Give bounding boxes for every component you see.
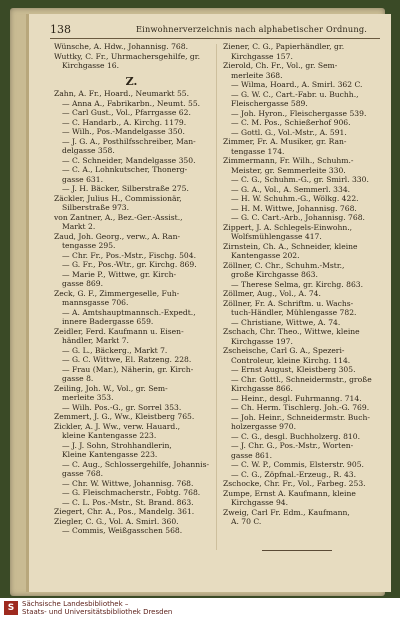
directory-entry-line: Ziener, C. G., Papierhändler, gr. — [223, 42, 345, 51]
directory-entry-line: A. 70 C. — [231, 517, 262, 526]
directory-entry-line: Zöllner, C. Chr., Schuhm.-Mstr., — [223, 260, 345, 270]
running-title: Einwohnerverzeichnis nach alphabetischer Ordnung. — [136, 24, 368, 34]
page-number: 138 — [50, 23, 71, 36]
directory-entry-line: — C. G., Schuhm.-G., gr. Smirl. 330. — [231, 175, 369, 184]
directory-entry-line: — Anna A., Fabrikarbn., Neumt. 55. — [62, 98, 201, 108]
directory-entry-line: — J. Chr. G., Pos.-Mstr., Worten- — [231, 441, 354, 450]
directory-entry-line: — Ch. Herm. Tischlerg. Joh.-G. 769. — [231, 403, 370, 412]
directory-entry-line: Zäckler, Julius H., Commissionär, — [54, 193, 182, 203]
directory-entry-line: — G. Fleischmacherstr., Fobtg. 768. — [62, 488, 201, 497]
directory-entry-line: — G. A., Vol., A. Semmerl. 334. — [231, 184, 351, 194]
directory-entry-line: — C. L. Pos.-Mstr., St. Brand. 863. — [62, 497, 194, 507]
column-divider — [216, 44, 217, 550]
directory-entry-line: Zöllner, Fr. A. Schriftm. u. Wachs- — [223, 298, 354, 308]
directory-entry-line: Markt 2. — [62, 222, 96, 231]
directory-entry-line: Zschocke, Chr. Fr., Vol., Farbeg. 253. — [223, 479, 366, 488]
directory-entry-line: — Wilma, Hoard., A. Smirl. 362 C. — [231, 80, 363, 89]
directory-entry-line: Zumpe, Ernst A. Kaufmann, kleine — [223, 488, 356, 498]
directory-entry-line: Wünsche, A. Hdw., Johannisg. 768. — [54, 42, 189, 51]
directory-entry-line: — Joh. Hyron., Fleischergasse 539. — [231, 108, 367, 118]
directory-entry-line: tuch-Händler, Mühlengasse 782. — [231, 308, 357, 317]
directory-entry-line: Zippert, J. A. Schlegels-Einwohn., — [223, 222, 353, 232]
directory-entry-line: — J. J. Sohn, Strohhandlerin, — [62, 440, 172, 450]
directory-entry-line: — G. L., Bäckerg., Markt 7. — [62, 345, 168, 355]
directory-entry-line: Kirchgasse 157. — [231, 51, 293, 61]
directory-entry-line: gasse 861. — [231, 450, 272, 460]
directory-entry-line: — C. W. P., Commis, Elsterstr. 905. — [231, 460, 364, 469]
left-column — [54, 42, 209, 536]
directory-entry-line: Zeidler, Ferd. Kaufmann u. Eisen- — [54, 326, 184, 336]
directory-entry-line: Zahn, A. Fr., Hoard., Neumarkt 55. — [54, 89, 190, 98]
directory-entry-line: Kantengasse 202. — [231, 251, 300, 260]
directory-entry-line: Meister, gr. Semmerleite 330. — [231, 165, 346, 175]
directory-entry-line: delgasse 358. — [62, 146, 115, 155]
directory-entry-line: — J. G. A., Posthilfsschreiber, Man- — [62, 136, 196, 146]
directory-entry-line: — G. C. Wittwe, El. Ratzeng. 228. — [62, 355, 192, 364]
directory-entry-line: — G. C. Cart.-Arb., Johannisg. 768. — [231, 213, 365, 222]
directory-entry-line: Zickler, A. J. Ww., verw. Hauard., — [54, 421, 181, 431]
directory-entry-line: — J. H. Bäcker, Silberstraße 275. — [62, 184, 189, 193]
directory-entry-line: gasse 8. — [62, 374, 94, 383]
directory-entry-line: — Wilh., Pos.-Mandelgasse 350. — [62, 127, 185, 136]
directory-entry-line: Zeiling, Joh. W., Vol., gr. Sem- — [54, 383, 168, 393]
library-credit — [22, 601, 172, 617]
directory-entry-line: — Heinr., desgl. Fuhrmanng. 714. — [231, 393, 362, 403]
directory-entry-line: — Frau (Mar.), Näherin, gr. Kirch- — [62, 364, 194, 374]
directory-entry-line: innere Badergasse 659. — [62, 317, 154, 326]
directory-entry-line: — C. M. Pos., Schießerhof 906. — [231, 118, 351, 127]
right-column — [223, 42, 378, 527]
directory-entry-line: — Marie P., Wittwe, gr. Kirch- — [62, 269, 177, 279]
directory-entry-line: — Ernst August, Kleistberg 305. — [231, 365, 356, 374]
directory-entry-line: Ziegler, C. G., Vol. A. Smirl. 360. — [54, 516, 179, 526]
page-header — [50, 22, 380, 39]
directory-entry-line: gasse 869. — [62, 279, 103, 288]
directory-entry-line: tengasse 295. — [62, 241, 116, 250]
directory-entry-line: Zöllmer, Aug., Vol., A. 74. — [223, 289, 321, 298]
directory-entry-line: Zirnstein, Ch. A., Schneider, kleine — [223, 241, 358, 251]
directory-entry-line: Zschach, Chr. Theo., Wittwe, kleine — [223, 327, 360, 336]
directory-entry-line: — Chr. Fr., Pos.-Mstr., Fischg. 504. — [62, 250, 196, 260]
directory-entry-line: Wolfsmühlengasse 417. — [231, 232, 322, 241]
library-credit-line1: Sächsische Landesbibliothek – — [22, 600, 129, 608]
directory-entry-line: tengasse 174. — [231, 146, 285, 156]
directory-entry-line: Kirchgasse 197. — [231, 336, 293, 346]
directory-entry-line: — C. G., desgl. Buchholzerg. 810. — [231, 431, 361, 441]
directory-entry-line: Zweig, Carl Fr. Edm., Kaufmann, — [223, 507, 350, 517]
directory-entry-line: — G. W. C., Cart.-Fabr. u. Buchh., — [231, 89, 359, 99]
directory-entry-line: Zemmert, J. G., Ww., Kleistberg 765. — [54, 412, 195, 421]
directory-entry-line: gasse 631. — [62, 174, 103, 184]
directory-entry-line: Wuttky, C. Fr., Uhrmachersgehilfe, gr. — [54, 51, 200, 61]
library-logo-icon: S — [4, 601, 18, 615]
section-letter: Z. — [125, 74, 138, 88]
directory-entry-line: — Gottl. G., Vol.-Mstr., A. 591. — [231, 127, 347, 137]
directory-entry-line: mannsgasse 706. — [62, 298, 129, 307]
directory-entry-line: — Christiane, Wittwe, A. 74. — [231, 317, 341, 327]
end-rule — [262, 550, 332, 551]
library-credit-line2: Staats- und Universitätsbibliothek Dresden — [22, 608, 173, 616]
directory-entry-line: — Carl Gust., Vol., Pfarrgasse 62. — [62, 108, 191, 117]
directory-entry-line: Zscheische, Carl G. A., Spezeri- — [223, 346, 345, 355]
directory-entry-line: — C. G., Zöpfnal.-Erzeug., R. 43. — [231, 469, 357, 479]
directory-entry-line: gasse 768. — [62, 469, 103, 478]
directory-entry-line: — Therese Selma, gr. Kirchg. 863. — [231, 279, 364, 289]
directory-entry-line: Silberstraße 973. — [62, 203, 130, 212]
directory-entry-line: kleine Kantengasse 223. — [62, 431, 157, 440]
library-footer — [0, 598, 400, 619]
directory-entry-line: Ziegert, Chr. A., Pos., Mandelg. 361. — [54, 507, 195, 516]
directory-entry-line: Kirchgasse 94. — [231, 498, 289, 507]
directory-entry-line: Zeck, G. F., Zimmergeselle, Fuh- — [54, 288, 180, 298]
directory-entry-line: — G. Fr., Pos.-Wtr., gr. Kirchg. 869. — [62, 260, 197, 269]
directory-entry-line: von Zantner, A., Bez.-Ger.-Assist., — [54, 212, 183, 222]
directory-entry-line: — Chr. W. Wittwe, Johannisg. 768. — [62, 478, 194, 488]
directory-entry-line: Kirchgasse 866. — [231, 384, 293, 393]
directory-entry-line: — H. W. Schuhm.-G., Wölkg. 422. — [231, 194, 359, 203]
directory-entry-line: händler, Markt 7. — [62, 336, 129, 345]
directory-entry-line: — Joh. Heinr., Schneidermstr. Buch- — [231, 412, 370, 422]
directory-entry-line: — Commis, Weißgasschen 568. — [62, 526, 183, 535]
directory-entry-line: merleite 353. — [62, 393, 114, 402]
directory-entry-line: — Wilh. Pos.-G., gr. Sorrel 353. — [62, 402, 182, 412]
directory-entry-line: Controleur, kleine Kirchg. 114. — [231, 355, 351, 365]
directory-entry-line: — C. A., Lohnkutscher, Thonerg- — [62, 165, 188, 174]
directory-entry-line: Kleine Kantengasse 223. — [62, 450, 158, 459]
directory-entry-line: Zimmer, Fr. A. Musiker, gr. Ran- — [223, 137, 347, 146]
directory-entry-line: große Kirchgasse 863. — [231, 270, 318, 279]
directory-entry-line: Zaud, Joh. Georg., verw., A. Ran- — [54, 231, 181, 241]
directory-entry-line: Zierold, Ch. Fr., Vol., gr. Sem- — [223, 61, 338, 70]
directory-entry-line: — Chr. Gottl., Schneidermstr., große — [231, 374, 372, 384]
directory-entry-line: — A. Amtshauptmannsch.-Expedt., — [62, 307, 196, 317]
directory-entry-line: Fleischergasse 589. — [231, 99, 308, 108]
directory-entry-line: Zimmermann, Fr. Wilh., Schuhm.- — [223, 156, 354, 165]
directory-entry-line: — C. Aug., Schlossergehilfe, Johannis- — [62, 459, 209, 469]
directory-entry-line: merleite 368. — [231, 70, 283, 80]
directory-entry-line: — C. Handarb., A. Kirchg. 1179. — [62, 117, 187, 127]
directory-entry-line: — C. Schneider, Mandelgasse 350. — [62, 155, 196, 165]
directory-entry-line: holzergasse 970. — [231, 422, 297, 431]
directory-entry-line: — H. M. Wittwe, Johannisg. 768. — [231, 203, 357, 213]
directory-entry-line: Kirchgasse 16. — [62, 61, 120, 70]
